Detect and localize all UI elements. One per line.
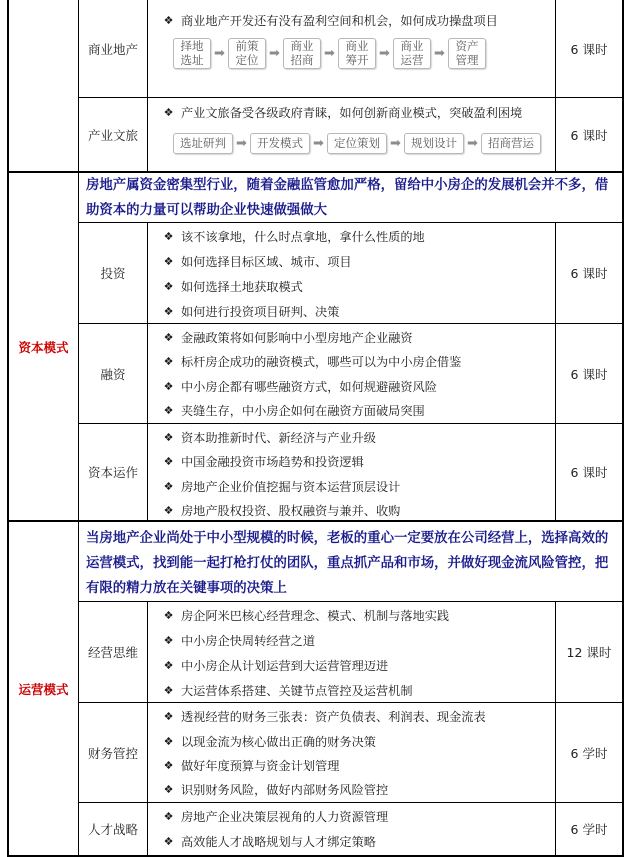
row-hours: 12 课时 xyxy=(566,645,612,660)
bullet-item: ❖ 房企阿米巴核心经营理念、模式、机制与落地实践 xyxy=(156,603,552,628)
bullet-item: ❖ 商业地产开发还有没有盈利空间和机会，如何成功操盘项目 xyxy=(156,8,552,33)
diamond-bullet-icon: ❖ xyxy=(163,331,174,344)
bullet-item: ❖ 金融政策将如何影响中小型房地产企业融资 xyxy=(156,325,552,350)
diamond-bullet-icon: ❖ xyxy=(163,684,174,697)
diamond-bullet-icon: ❖ xyxy=(163,634,174,647)
diamond-bullet-icon: ❖ xyxy=(163,609,174,622)
bullet-item: ❖ 大运营体系搭建、关键节点管控及运营机制 xyxy=(156,678,552,703)
right-arrow-icon: ➡ xyxy=(324,45,335,61)
mode-label: 运营模式 xyxy=(18,681,69,697)
diamond-bullet-icon: ❖ xyxy=(163,14,174,27)
diamond-bullet-icon: ❖ xyxy=(163,659,174,672)
row-topic: 投资 xyxy=(100,266,126,281)
flow-step: 选址研判 xyxy=(173,133,233,154)
row-divider xyxy=(78,423,624,424)
diamond-bullet-icon: ❖ xyxy=(163,255,174,268)
bullet-item: ❖ 如何进行投资项目研判、决策 xyxy=(156,299,552,324)
diamond-bullet-icon: ❖ xyxy=(163,735,174,748)
table-border-right xyxy=(622,0,624,857)
flow-step: 规划设计 xyxy=(404,133,464,154)
row-topic: 商业地产 xyxy=(87,41,138,57)
row-topic: 产业文旅 xyxy=(87,127,138,143)
row-hours: 6 课时 xyxy=(570,465,608,480)
diamond-bullet-icon: ❖ xyxy=(163,230,174,243)
diamond-bullet-icon: ❖ xyxy=(163,404,174,417)
row-hours: 6 课时 xyxy=(570,41,608,57)
process-flow xyxy=(173,127,541,159)
row-hours: 6 课时 xyxy=(570,127,608,143)
bullet-item: ❖ 透视经营的财务三张表：资产负债表、利润表、现金流表 xyxy=(156,704,552,729)
diamond-bullet-icon: ❖ xyxy=(163,305,174,318)
row-hours: 6 课时 xyxy=(570,366,608,382)
bullet-item: ❖ 房地产股权投资、股权融资与兼并、收购 xyxy=(156,498,552,523)
bullet-item: ❖ 中国金融投资市场趋势和投资逻辑 xyxy=(156,449,552,474)
course-table xyxy=(7,0,624,857)
bullet-item: ❖ 夹缝生存，中小房企如何在融资方面破局突围 xyxy=(156,398,552,423)
row-hours: 6 课时 xyxy=(570,266,608,281)
topic-column-divider-a xyxy=(147,0,148,172)
row-topic: 财务管控 xyxy=(87,745,138,761)
bullet-item: ❖ 做好年度预算与资金计划管理 xyxy=(156,753,552,778)
bullet-item: ❖ 资本助推新时代、新经济与产业升级 xyxy=(156,425,552,450)
row-topic: 人才战略 xyxy=(87,822,138,837)
flow-step: 开发模式 xyxy=(250,133,310,154)
diamond-bullet-icon: ❖ xyxy=(163,380,174,393)
bullet-item: ❖ 房地产企业决策层视角的人力资源管理 xyxy=(156,804,552,829)
bullet-item: ❖ 如何选择土地获取模式 xyxy=(156,274,552,299)
section-intro: 房地产属资金密集型行业，随着金融监管愈加严格，留给中小房企的发展机会并不多，借助资本的力量可以帮助企业快速做强做大 xyxy=(86,178,609,218)
diamond-bullet-icon: ❖ xyxy=(163,710,174,723)
bullet-item: ❖ 房地产企业价值挖掘与资本运营顶层设计 xyxy=(156,474,552,499)
flow-step: 招商营运 xyxy=(481,133,541,154)
bullet-item: ❖ 该不该拿地，什么时点拿地，拿什么性质的地 xyxy=(156,224,552,249)
diamond-bullet-icon: ❖ xyxy=(163,504,174,517)
right-arrow-icon: ➡ xyxy=(390,135,401,151)
row-hours: 6 学时 xyxy=(570,745,608,761)
bullet-item: ❖ 中小房企从计划运营到大运营管理迈进 xyxy=(156,653,552,678)
flow-step: 商业 运营 xyxy=(393,38,431,69)
flow-step: 资产 管理 xyxy=(448,38,486,69)
row-hours: 6 学时 xyxy=(570,822,608,837)
right-arrow-icon: ➡ xyxy=(214,45,225,61)
bullet-item: ❖ 如何选择目标区域、城市、项目 xyxy=(156,249,552,274)
bullet-item: ❖ 识别财务风险，做好内部财务风险管控 xyxy=(156,777,552,802)
row-divider xyxy=(78,601,624,602)
topic-column-divider-c xyxy=(147,601,148,857)
bullet-item: ❖ 标杆房企成功的融资模式，哪些可以为中小房企借鉴 xyxy=(156,349,552,374)
right-arrow-icon: ➡ xyxy=(379,45,390,61)
diamond-bullet-icon: ❖ xyxy=(163,106,174,119)
diamond-bullet-icon: ❖ xyxy=(163,783,174,796)
flow-step: 定位策划 xyxy=(327,133,387,154)
right-arrow-icon: ➡ xyxy=(434,45,445,61)
bullet-item: ❖ 产业文旅备受各级政府青睐，如何创新商业模式，突破盈利困境 xyxy=(156,100,552,125)
bullet-item: ❖ 中小房企都有哪些融资方式，如何规避融资风险 xyxy=(156,374,552,399)
diamond-bullet-icon: ❖ xyxy=(163,455,174,468)
section-intro: 当房地产企业尚处于中小型规模的时候，老板的重心一定要放在公司经营上，选择高效的运营模式，找到能一起打枪打仗的团队，重点抓产品和市场，并做好现金流风险管控，把有限的精力放在关键事项的决策上 xyxy=(86,531,609,596)
flow-step: 前策 定位 xyxy=(228,38,266,69)
row-topic: 经营思维 xyxy=(87,645,138,660)
right-arrow-icon: ➡ xyxy=(236,135,247,151)
process-flow xyxy=(173,37,486,69)
bullet-item: ❖ 高效能人才战略规划与人才绑定策略 xyxy=(156,829,552,854)
flow-step: 商业 招商 xyxy=(283,38,321,69)
diamond-bullet-icon: ❖ xyxy=(163,431,174,444)
topic-column-divider-b xyxy=(147,222,148,521)
mode-label: 资本模式 xyxy=(18,339,69,355)
right-arrow-icon: ➡ xyxy=(269,45,280,61)
bullet-item: ❖ 以现金流为核心做出正确的财务决策 xyxy=(156,729,552,754)
right-arrow-icon: ➡ xyxy=(467,135,478,151)
diamond-bullet-icon: ❖ xyxy=(163,759,174,772)
diamond-bullet-icon: ❖ xyxy=(163,480,174,493)
diamond-bullet-icon: ❖ xyxy=(163,355,174,368)
flow-step: 商业 筹开 xyxy=(338,38,376,69)
diamond-bullet-icon: ❖ xyxy=(163,835,174,848)
flow-step: 择地 选址 xyxy=(173,38,211,69)
right-arrow-icon: ➡ xyxy=(313,135,324,151)
diamond-bullet-icon: ❖ xyxy=(163,280,174,293)
row-divider xyxy=(78,802,624,803)
diamond-bullet-icon: ❖ xyxy=(163,810,174,823)
bullet-item: ❖ 中小房企快周转经营之道 xyxy=(156,628,552,653)
row-divider xyxy=(78,97,624,98)
row-topic: 资本运作 xyxy=(87,465,138,480)
row-topic: 融资 xyxy=(100,366,126,382)
